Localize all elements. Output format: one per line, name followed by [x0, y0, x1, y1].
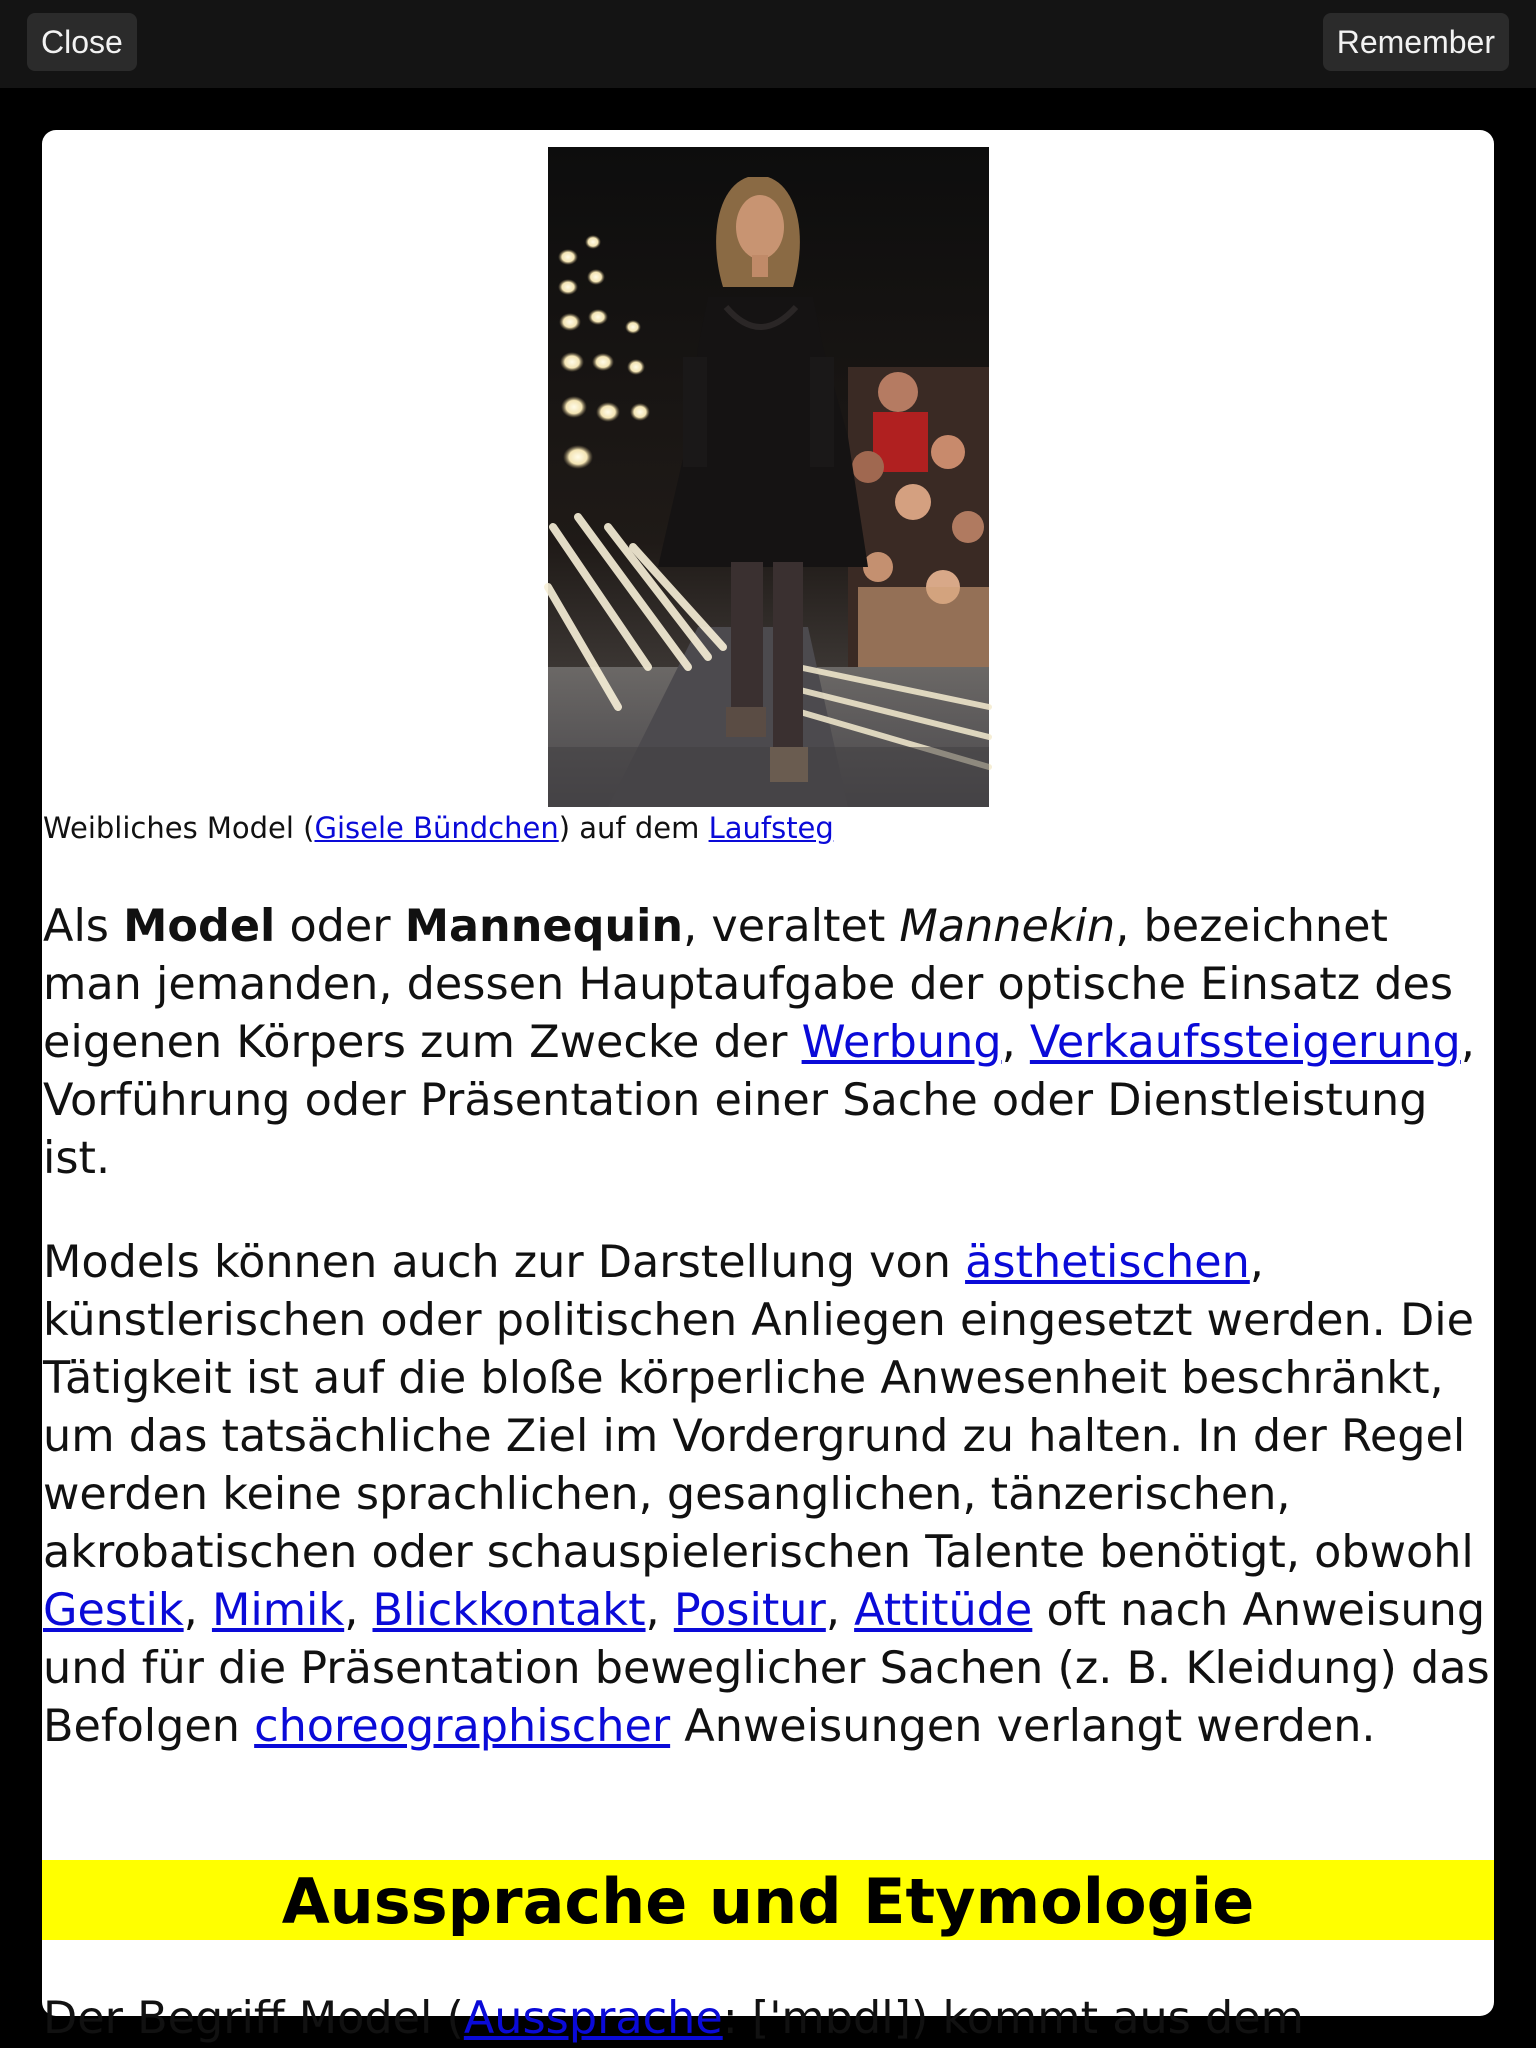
- separator: ,: [183, 1585, 212, 1636]
- close-button[interactable]: Close: [27, 13, 137, 71]
- paragraph-text: oft nach Anweisung und für die Präsentation beweglicher Sachen (z. B. Kleidung) das Befolgen: [43, 1585, 1490, 1752]
- paragraph-text: Anweisungen verlangt werden.: [670, 1701, 1376, 1752]
- link-attituede[interactable]: Attitüde: [854, 1585, 1033, 1636]
- link-gestik[interactable]: Gestik: [43, 1585, 184, 1636]
- article-card: [42, 130, 1494, 2044]
- link-werbung[interactable]: Werbung: [801, 1017, 1002, 1068]
- paragraph-text: Der Begriff Model (: [43, 1993, 464, 2044]
- paragraph-text: , bezeichnet man jemanden, dessen Hauptaufgabe der optische Einsatz des eigenen Körpers zum Zwecke der: [43, 901, 1454, 1068]
- separator: ,: [645, 1585, 674, 1636]
- paragraph-text: ,: [1001, 1017, 1030, 1068]
- link-laufsteg[interactable]: Laufsteg: [708, 811, 834, 845]
- paragraph-text: Als: [43, 901, 124, 952]
- bold-term-mannequin: Mannequin: [404, 901, 684, 952]
- top-toolbar: [0, 0, 1536, 88]
- link-choreographischer[interactable]: choreographischer: [254, 1701, 671, 1752]
- link-gisele-buendchen[interactable]: Gisele Bündchen: [314, 811, 559, 845]
- italic-term-mannekin: Mannekin: [899, 901, 1116, 952]
- paragraph-text: , veraltet: [683, 901, 900, 952]
- runway-model-photo[interactable]: [548, 147, 989, 807]
- link-mimik[interactable]: Mimik: [211, 1585, 345, 1636]
- paragraph-text: , Vorführung oder Präsentation einer Sache oder Dienstleistung ist.: [43, 1017, 1475, 1184]
- paragraph-text: Models können auch zur Darstellung von: [43, 1237, 966, 1288]
- link-blickkontakt[interactable]: Blickkontakt: [372, 1585, 646, 1636]
- bold-term-model: Model: [123, 901, 276, 952]
- etymology-paragraph: [43, 1990, 1495, 2048]
- separator: ,: [825, 1585, 855, 1636]
- photo-caption: [43, 810, 1443, 848]
- link-positur[interactable]: Positur: [673, 1585, 826, 1636]
- intro-paragraph: [43, 898, 1495, 1188]
- link-aussprache[interactable]: Aussprache: [463, 1993, 723, 2044]
- caption-text: Weibliches Model (: [43, 811, 315, 845]
- second-paragraph: [43, 1234, 1495, 1756]
- paragraph-text: , künstlerischen oder politischen Anliegen eingesetzt werden. Die Tätigkeit ist auf die bloße körperliche Anwesenheit beschränkt, um das tatsächliche Ziel im Vordergrund zu halten. In der Regel werden keine sprachlichen, gesanglichen, tänzerischen, akrobatischen oder schauspielerischen Talente benötigt, obwohl: [43, 1237, 1474, 1578]
- section-heading: Aussprache und Etymologie: [42, 1860, 1494, 1940]
- runway-model-image: [548, 147, 989, 807]
- caption-text: ) auf dem: [558, 811, 709, 845]
- link-verkaufssteigerung[interactable]: Verkaufssteigerung: [1029, 1017, 1461, 1068]
- separator: ,: [344, 1585, 373, 1636]
- remember-button[interactable]: Remember: [1323, 13, 1509, 71]
- paragraph-text: oder: [275, 901, 405, 952]
- link-aesthetischen[interactable]: ästhetischen: [965, 1237, 1250, 1288]
- paragraph-text: : ['mɒdl]) kommt aus dem: [722, 1993, 1304, 2044]
